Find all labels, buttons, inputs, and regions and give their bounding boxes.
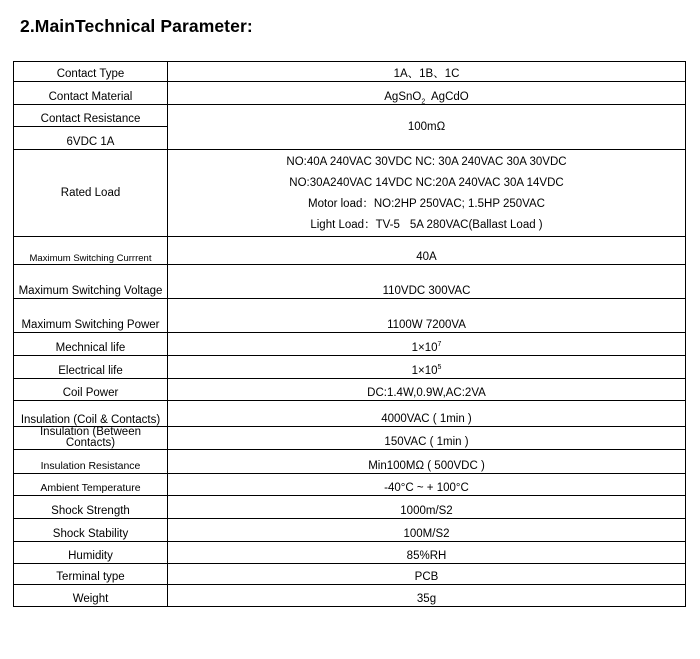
param-value-insulation-resistance: Min100MΩ ( 500VDC ) bbox=[168, 450, 686, 474]
param-value-rated-load bbox=[168, 150, 686, 237]
table-row bbox=[14, 356, 686, 379]
param-value-mechanical-life: $1\times 10^7$ bbox=[168, 333, 686, 356]
table-row bbox=[14, 265, 686, 299]
table-row bbox=[14, 450, 686, 474]
page-title: 2.MainTechnical Parameter: bbox=[20, 16, 253, 36]
rated-load-line: Light Load：TV-5 5A 280VAC(Ballast Load ) bbox=[310, 219, 543, 231]
param-value-insulation-between-contacts: 150VAC ( 1min ) bbox=[168, 427, 686, 450]
param-value-ambient-temperature: -40°C ~ + 100°C bbox=[168, 474, 686, 496]
param-value-insulation-coil-contacts: 4000VAC ( 1min ) bbox=[168, 401, 686, 427]
param-value-contact-material: AgSnO$_2$ AgCdO bbox=[168, 82, 686, 105]
rated-load-line: NO:30A240VAC 14VDC NC:20A 240VAC 30A 14VDC bbox=[289, 177, 564, 189]
param-label-contact-resistance-condition: 6VDC 1A bbox=[14, 127, 168, 150]
param-value-terminal-type: PCB bbox=[168, 564, 686, 585]
param-label-shock-strength: Shock Strength bbox=[14, 496, 168, 519]
param-value-electrical-life: $1\times 10^5$ bbox=[168, 356, 686, 379]
table-row bbox=[14, 427, 686, 450]
table-row bbox=[14, 564, 686, 585]
table-row bbox=[14, 82, 686, 105]
table-row bbox=[14, 542, 686, 564]
table-row bbox=[14, 237, 686, 265]
param-label-humidity: Humidity bbox=[14, 542, 168, 564]
table-row bbox=[14, 62, 686, 82]
table-row bbox=[14, 333, 686, 356]
param-label-ambient-temperature: Ambient Temperature bbox=[14, 474, 168, 496]
table-row bbox=[14, 496, 686, 519]
param-label-shock-stability: Shock Stability bbox=[14, 519, 168, 542]
param-label-max-switching-power: Maximum Switching Power bbox=[14, 299, 168, 333]
table-row bbox=[14, 401, 686, 427]
table-row bbox=[14, 150, 686, 237]
table-row bbox=[14, 379, 686, 401]
param-label-insulation-between-contacts: Insulation (Between Contacts) bbox=[14, 427, 168, 450]
param-value-weight: 35g bbox=[168, 585, 686, 607]
table-row bbox=[14, 299, 686, 333]
param-value-coil-power: DC:1.4W,0.9W,AC:2VA bbox=[168, 379, 686, 401]
param-value-max-switching-voltage: 110VDC 300VAC bbox=[168, 265, 686, 299]
table-row bbox=[14, 585, 686, 607]
param-label-contact-material: Contact Material bbox=[14, 82, 168, 105]
param-label-terminal-type: Terminal type bbox=[14, 564, 168, 585]
param-label-max-switching-current: Maximum Switching Currrent bbox=[14, 237, 168, 265]
table-row bbox=[14, 519, 686, 542]
param-label-electrical-life: Electrical life bbox=[14, 356, 168, 379]
param-label-contact-resistance: Contact Resistance bbox=[14, 105, 168, 127]
rated-load-line: Motor load：NO:2HP 250VAC; 1.5HP 250VAC bbox=[308, 198, 545, 210]
param-label-mechanical-life: Mechnical life bbox=[14, 333, 168, 356]
param-label-weight: Weight bbox=[14, 585, 168, 607]
param-value-contact-resistance: 100mΩ bbox=[168, 105, 686, 150]
param-label-insulation-coil-contacts: Insulation (Coil & Contacts) bbox=[14, 401, 168, 427]
param-value-humidity: 85%RH bbox=[168, 542, 686, 564]
param-label-contact-type: Contact Type bbox=[14, 62, 168, 82]
param-label-insulation-resistance: Insulation Resistance bbox=[14, 450, 168, 474]
param-value-max-switching-power: 1100W 7200VA bbox=[168, 299, 686, 333]
param-value-contact-type: 1A、1B、1C bbox=[168, 62, 686, 82]
rated-load-line: NO:40A 240VAC 30VDC NC: 30A 240VAC 30A 30VDC bbox=[286, 156, 567, 168]
table-row bbox=[14, 105, 686, 127]
param-label-max-switching-voltage: Maximum Switching Voltage bbox=[14, 265, 168, 299]
param-value-shock-stability: 100M/S2 bbox=[168, 519, 686, 542]
technical-parameter-table bbox=[13, 61, 686, 607]
param-value-max-switching-current: 40A bbox=[168, 237, 686, 265]
table-row bbox=[14, 474, 686, 496]
param-value-shock-strength: 1000m/S2 bbox=[168, 496, 686, 519]
param-label-rated-load: Rated Load bbox=[14, 150, 168, 237]
param-label-coil-power: Coil Power bbox=[14, 379, 168, 401]
